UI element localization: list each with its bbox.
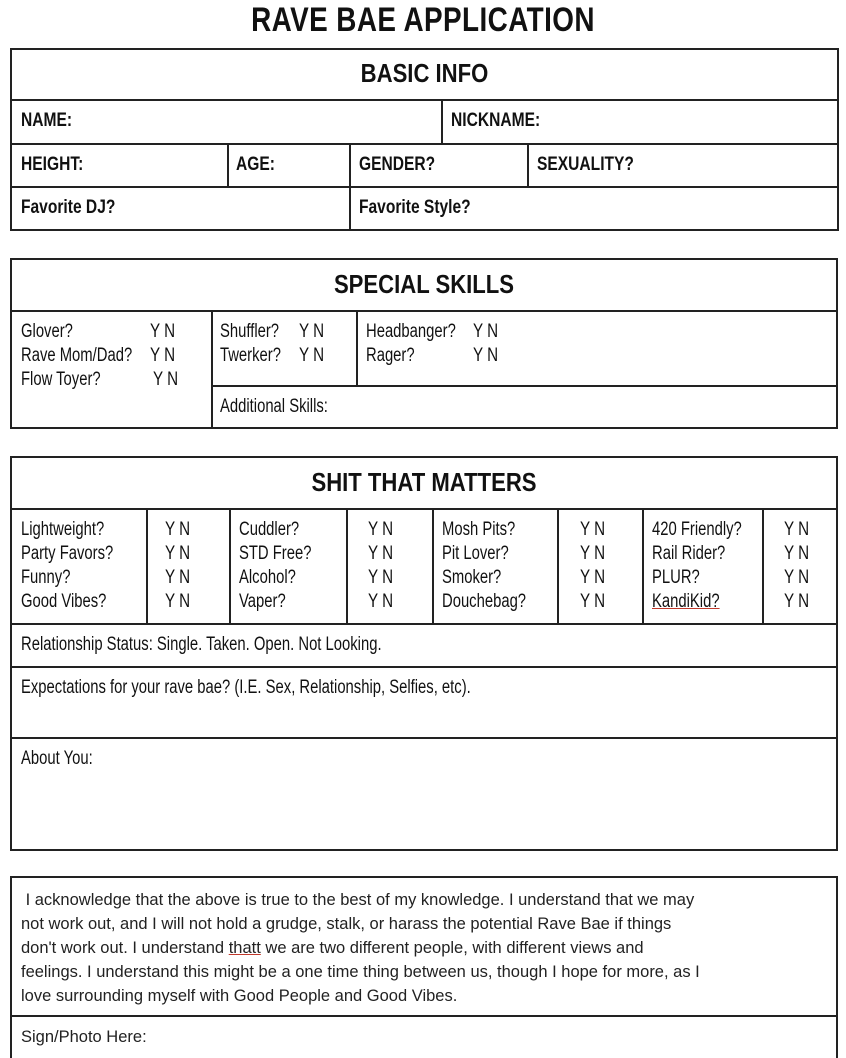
ack-line-part: don't work out. I understand: [21, 939, 229, 957]
matters-yn[interactable]: Y N: [368, 567, 394, 588]
skill-label: Twerker?: [220, 345, 281, 366]
height-field[interactable]: HEIGHT:: [21, 154, 84, 175]
skill-label: Shuffler?: [220, 321, 280, 342]
matters-yn[interactable]: Y N: [165, 543, 191, 564]
favorite-style-field[interactable]: Favorite Style?: [359, 197, 471, 218]
basic-info-section: [10, 48, 839, 231]
skill-yn[interactable]: Y N: [299, 321, 325, 342]
matters-yn[interactable]: Y N: [165, 519, 191, 540]
matters-yn[interactable]: Y N: [165, 591, 191, 612]
ack-line: feelings. I understand this might be a one time thing between us, though I hope for more, as I: [21, 963, 700, 981]
skill-yn[interactable]: Y N: [150, 345, 176, 366]
matters-header: SHIT THAT MATTERS: [311, 467, 537, 497]
acknowledgement-text: [21, 888, 836, 1008]
skill-yn[interactable]: Y N: [299, 345, 325, 366]
matters-label: Cuddler?: [239, 519, 300, 540]
relationship-status-field[interactable]: Relationship Status: Single. Taken. Open. Not Looking.: [21, 634, 382, 655]
matters-yn[interactable]: Y N: [368, 543, 394, 564]
acknowledgement-section: [10, 876, 838, 1058]
matters-label: Alcohol?: [239, 567, 296, 588]
matters-yn[interactable]: Y N: [784, 519, 810, 540]
matters-yn[interactable]: Y N: [784, 543, 810, 564]
matters-label: Lightweight?: [21, 519, 105, 540]
skill-yn[interactable]: Y N: [473, 345, 499, 366]
matters-label: Pit Lover?: [442, 543, 509, 564]
matters-section: [10, 456, 838, 851]
ack-line: not work out, and I will not hold a grudge, stalk, or harass the potential Rave Bae if things: [21, 915, 672, 933]
matters-label: KandiKid?: [652, 591, 720, 612]
special-skills-header: SPECIAL SKILLS: [333, 269, 515, 299]
matters-label: Rail Rider?: [652, 543, 726, 564]
nickname-field[interactable]: NICKNAME:: [451, 110, 541, 131]
matters-label: Smoker?: [442, 567, 502, 588]
skill-label: Flow Toyer?: [21, 369, 101, 390]
matters-label: Funny?: [21, 567, 71, 588]
matters-yn[interactable]: Y N: [580, 519, 606, 540]
skill-yn[interactable]: Y N: [150, 321, 176, 342]
sexuality-field[interactable]: SEXUALITY?: [537, 154, 634, 175]
matters-label: PLUR?: [652, 567, 700, 588]
matters-yn[interactable]: Y N: [580, 543, 606, 564]
ack-line-part: we are two different people, with different views and: [260, 939, 644, 957]
matters-yn[interactable]: Y N: [165, 567, 191, 588]
about-you-field[interactable]: About You:: [21, 748, 93, 769]
matters-label: STD Free?: [239, 543, 312, 564]
favorite-dj-field[interactable]: Favorite DJ?: [21, 197, 116, 218]
matters-yn[interactable]: Y N: [580, 591, 606, 612]
skill-yn[interactable]: Y N: [473, 321, 499, 342]
matters-yn[interactable]: Y N: [580, 567, 606, 588]
matters-yn[interactable]: Y N: [368, 591, 394, 612]
matters-label: Vaper?: [239, 591, 286, 612]
skill-label: Rave Mom/Dad?: [21, 345, 133, 366]
age-field[interactable]: AGE:: [236, 154, 275, 175]
basic-info-header: BASIC INFO: [360, 58, 489, 88]
skill-yn[interactable]: Y N: [153, 369, 179, 390]
gender-field[interactable]: GENDER?: [359, 154, 436, 175]
matters-label: Party Favors?: [21, 543, 114, 564]
matters-label: 420 Friendly?: [652, 519, 742, 540]
matters-yn[interactable]: Y N: [784, 591, 810, 612]
page-title: RAVE BAE APPLICATION: [251, 1, 595, 39]
matters-yn[interactable]: Y N: [368, 519, 394, 540]
name-field[interactable]: NAME:: [21, 110, 73, 131]
ack-line: love surrounding myself with Good People and Good Vibes.: [21, 987, 458, 1005]
skill-label: Glover?: [21, 321, 73, 342]
ack-line: [21, 936, 836, 960]
additional-skills-field[interactable]: Additional Skills:: [220, 396, 328, 417]
matters-label: Douchebag?: [442, 591, 527, 612]
signature-field[interactable]: Sign/Photo Here:: [21, 1028, 147, 1046]
skill-label: Rager?: [366, 345, 415, 366]
ack-line: I acknowledge that the above is true to the best of my knowledge. I understand that we may: [21, 891, 695, 909]
special-skills-section: [10, 258, 838, 429]
matters-label: Good Vibes?: [21, 591, 107, 612]
matters-label: Mosh Pits?: [442, 519, 516, 540]
expectations-field[interactable]: Expectations for your rave bae? (I.E. Sex, Relationship, Selfies, etc).: [21, 677, 471, 698]
ack-typo-word: thatt: [228, 939, 261, 957]
skill-label: Headbanger?: [366, 321, 456, 342]
matters-yn[interactable]: Y N: [784, 567, 810, 588]
